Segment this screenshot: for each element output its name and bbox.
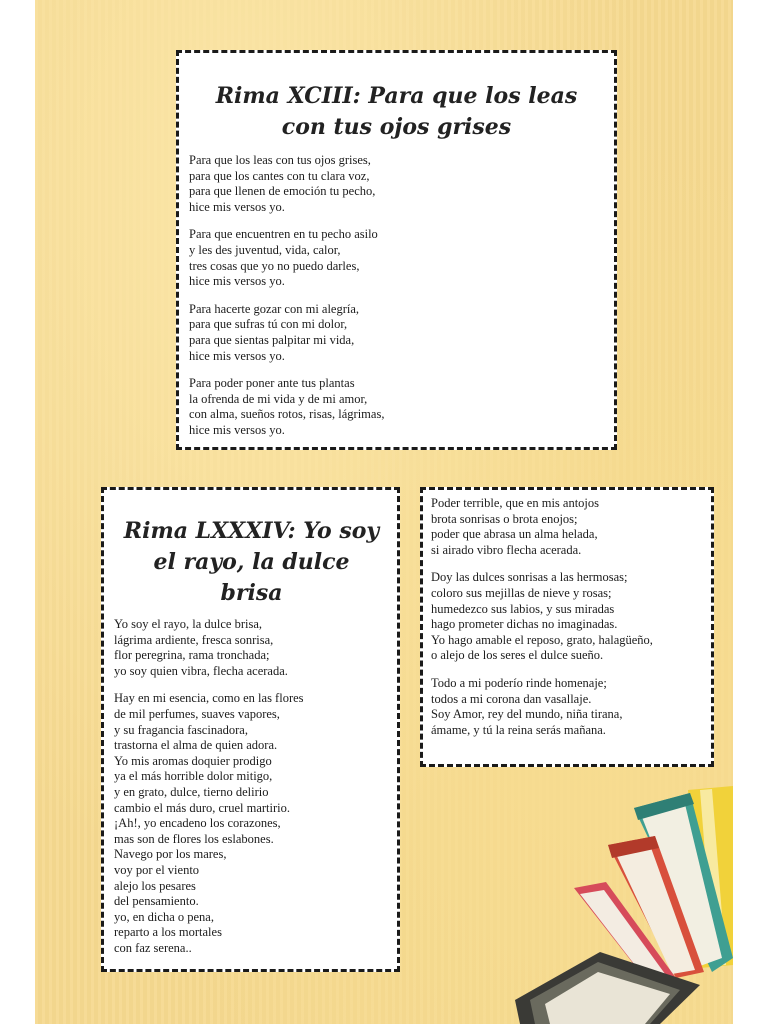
poem-title-line: el rayo, la dulce: [153, 549, 350, 575]
verse-line: yo soy quien vibra, flecha acerada.: [114, 663, 288, 678]
verse-line: para que sufras tú con mi dolor,: [189, 317, 348, 332]
poem-title-line: brisa: [220, 580, 283, 606]
verse-line: Yo hago amable el reposo, grato, halagüeño,: [431, 632, 653, 647]
verse-line: alejo los pesares: [114, 878, 196, 893]
verse-line: Para poder poner ante tus plantas: [189, 376, 355, 391]
verse-line: y su fragancia fascinadora,: [114, 722, 248, 737]
verse-line: Navego por los mares,: [114, 847, 227, 862]
verse-line: Para hacerte gozar con mi alegría,: [189, 301, 360, 316]
verse-line: flor peregrina, rama tronchada;: [114, 648, 270, 663]
verse-line: hice mis versos yo.: [189, 422, 285, 437]
verse-line: brota sonrisas o brota enojos;: [431, 511, 578, 526]
stanza: [189, 376, 604, 438]
verse-line: para que los cantes con tu clara voz,: [189, 168, 370, 183]
poem-card-rima-lxxxiv: [101, 487, 400, 972]
verse-line: humedezco sus labios, y sus miradas: [431, 601, 615, 616]
verse-line: Yo soy el rayo, la dulce brisa,: [114, 617, 263, 631]
verse-line: voy por el viento: [114, 862, 200, 877]
verse-line: la ofrenda de mi vida y de mi amor,: [189, 391, 368, 406]
verse-line: trastorna el alma de quien adora.: [114, 738, 278, 753]
verse-line: Doy las dulces sonrisas a las hermosas;: [431, 570, 628, 585]
stanza: [431, 496, 703, 558]
verse-line: Poder terrible, que en mis antojos: [431, 496, 600, 510]
poem-body: [431, 496, 703, 738]
verse-line: Para que los leas con tus ojos grises,: [189, 153, 371, 167]
poem-title: [189, 81, 604, 143]
stanza: [114, 691, 389, 956]
stanza: [189, 227, 604, 289]
poem-title-line: Rima XCIII: Para que los leas: [215, 83, 578, 109]
verse-line: Hay en mi esencia, como en las flores: [114, 691, 304, 706]
verse-line: para que llenen de emoción tu pecho,: [189, 184, 376, 199]
poem-body: [189, 143, 604, 439]
verse-line: todos a mi corona dan vasallaje.: [431, 691, 592, 706]
verse-line: reparto a los mortales: [114, 925, 222, 940]
verse-line: del pensamiento.: [114, 894, 199, 909]
verse-line: coloro sus mejillas de nieve y rosas;: [431, 585, 612, 600]
verse-line: hice mis versos yo.: [189, 348, 285, 363]
verse-line: para que sientas palpitar mi vida,: [189, 332, 355, 347]
stanza: [189, 153, 604, 215]
verse-line: ya el más horrible dolor mitigo,: [114, 769, 273, 784]
verse-line: con alma, sueños rotos, risas, lágrimas,: [189, 407, 385, 422]
stanza: [114, 617, 389, 679]
poem-card-rima-xciii: [176, 50, 617, 450]
verse-line: Soy Amor, rey del mundo, niña tirana,: [431, 707, 623, 722]
verse-line: poder que abrasa un alma helada,: [431, 527, 598, 542]
verse-line: hice mis versos yo.: [189, 274, 285, 289]
verse-line: o alejo de los seres el dulce sueño.: [431, 648, 604, 663]
verse-line: hago prometer dichas no imaginadas.: [431, 617, 618, 632]
verse-line: Yo mis aromas doquier prodigo: [114, 753, 272, 768]
verse-line: mas son de flores los eslabones.: [114, 831, 274, 846]
stanza: [189, 302, 604, 364]
verse-line: lágrima ardiente, fresca sonrisa,: [114, 632, 274, 647]
verse-line: cambio el más duro, cruel martirio.: [114, 800, 290, 815]
stanza: [431, 570, 703, 664]
poem-title: [114, 516, 389, 609]
verse-line: yo, en dicha o pena,: [114, 909, 214, 924]
verse-line: Todo a mi poderío rinde homenaje;: [431, 675, 607, 690]
verse-line: y en grato, dulce, tierno delirio: [114, 784, 269, 799]
verse-line: Para que encuentren en tu pecho asilo: [189, 227, 378, 242]
verse-line: ¡Ah!, yo encadeno los corazones,: [114, 816, 281, 831]
verse-line: con faz serena..: [114, 940, 192, 955]
poem-body: [114, 609, 389, 956]
poem-card-continuation: [420, 487, 714, 767]
verse-line: hice mis versos yo.: [189, 199, 285, 214]
verse-line: si airado vibro flecha acerada.: [431, 542, 582, 557]
verse-line: y les des juventud, vida, calor,: [189, 242, 341, 257]
verse-line: ámame, y tú la reina serás mañana.: [431, 722, 606, 737]
poem-title-line: Rima LXXXIV: Yo soy: [123, 518, 380, 544]
verse-line: tres cosas que yo no puedo darles,: [189, 258, 360, 273]
stanza: [431, 676, 703, 738]
poem-title-line: con tus ojos grises: [281, 114, 512, 140]
verse-line: de mil perfumes, suaves vapores,: [114, 706, 280, 721]
